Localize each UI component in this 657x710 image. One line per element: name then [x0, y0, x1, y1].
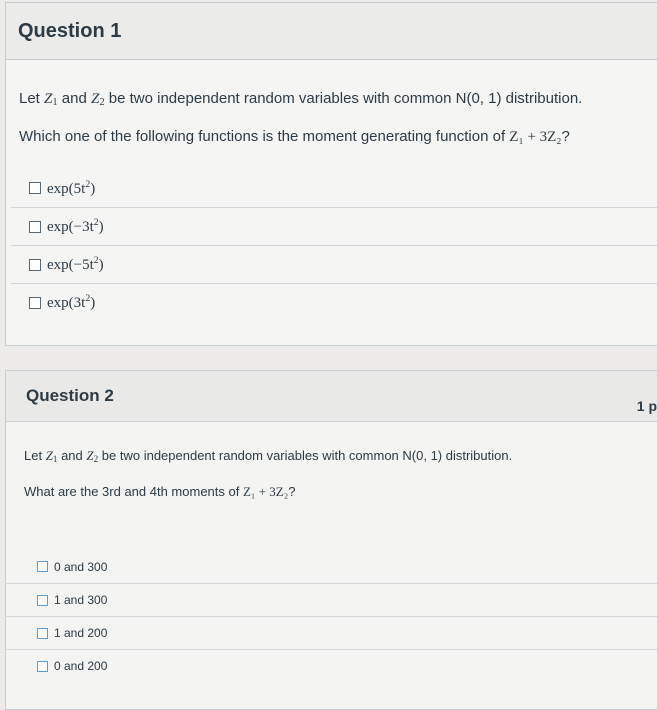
checkbox[interactable] — [37, 661, 48, 672]
answer-label: $\exp(-3t^2)$ — [47, 217, 104, 235]
q2-answer-option-4[interactable] — [5, 649, 657, 682]
q2-expression: Z₁ + 3Z₂ — [242, 484, 289, 499]
q2-answer-option-3[interactable] — [5, 616, 657, 649]
checkbox[interactable] — [37, 561, 48, 572]
checkbox[interactable] — [37, 628, 48, 639]
question-1-header — [6, 3, 657, 60]
q2-var-z2: $Z_2$ — [86, 448, 99, 464]
q2-text-suffix: be two independent random variables with common N(0, 1) distribution. — [98, 448, 513, 463]
q2-text-conj: and — [57, 448, 87, 463]
q1-text-conj: and — [57, 90, 91, 107]
answer-label: 1 and 300 — [54, 593, 108, 607]
checkbox[interactable] — [29, 297, 41, 309]
answer-label: 1 and 200 — [54, 626, 108, 640]
question-2-answers — [5, 550, 657, 682]
answer-label: $\exp(5t^2)$ — [47, 178, 96, 197]
checkbox[interactable] — [29, 182, 41, 194]
q2-text-prefix: Let — [24, 448, 46, 463]
q1-var-z1: $Z_1$ — [44, 91, 58, 108]
q2-text2-prefix: What are the 3rd and 4th moments of — [24, 484, 243, 499]
question-2-text-line1 — [24, 446, 512, 469]
q1-expression: Z₁ + 3Z₂ — [509, 129, 562, 145]
q1-answer-option-1[interactable] — [11, 169, 657, 207]
question-2-text-line2 — [24, 482, 295, 502]
answer-label: 0 and 300 — [54, 559, 108, 574]
q2-answer-option-1[interactable] — [5, 550, 657, 583]
checkbox[interactable] — [29, 259, 41, 271]
answer-label: $\exp(-5t^2)$ — [47, 255, 104, 273]
answer-label: $\exp(3t^2)$ — [47, 293, 96, 311]
checkbox[interactable] — [29, 221, 41, 233]
question-2-header — [6, 371, 657, 422]
question-2-title: Question 2 — [26, 386, 114, 405]
q2-var-z1: $Z_1$ — [45, 448, 58, 464]
q1-text2-suffix: ? — [561, 128, 570, 145]
q2-answer-option-2[interactable] — [5, 583, 657, 616]
q1-answer-option-2[interactable] — [11, 207, 657, 245]
question-1-title: Question 1 — [18, 19, 122, 42]
checkbox[interactable] — [37, 595, 48, 606]
q1-answer-option-4[interactable] — [11, 283, 657, 321]
answer-label: 0 and 200 — [54, 659, 108, 673]
q1-answer-option-3[interactable] — [11, 245, 657, 283]
q2-text2-suffix: ? — [288, 484, 296, 499]
question-1-answers — [11, 169, 657, 321]
q1-text-prefix: Let — [19, 90, 45, 107]
question-1-card — [5, 2, 657, 346]
question-2-points: 1 p — [636, 398, 657, 414]
q1-text2-prefix: Which one of the following functions is the moment generating function of — [19, 128, 510, 145]
q1-var-z2: $Z_2$ — [91, 91, 105, 108]
question-1-text-line1 — [19, 89, 582, 113]
q1-text-suffix: be two independent random variables with common N(0, 1) distribution. — [104, 90, 583, 107]
question-1-text-line2 — [19, 127, 570, 147]
